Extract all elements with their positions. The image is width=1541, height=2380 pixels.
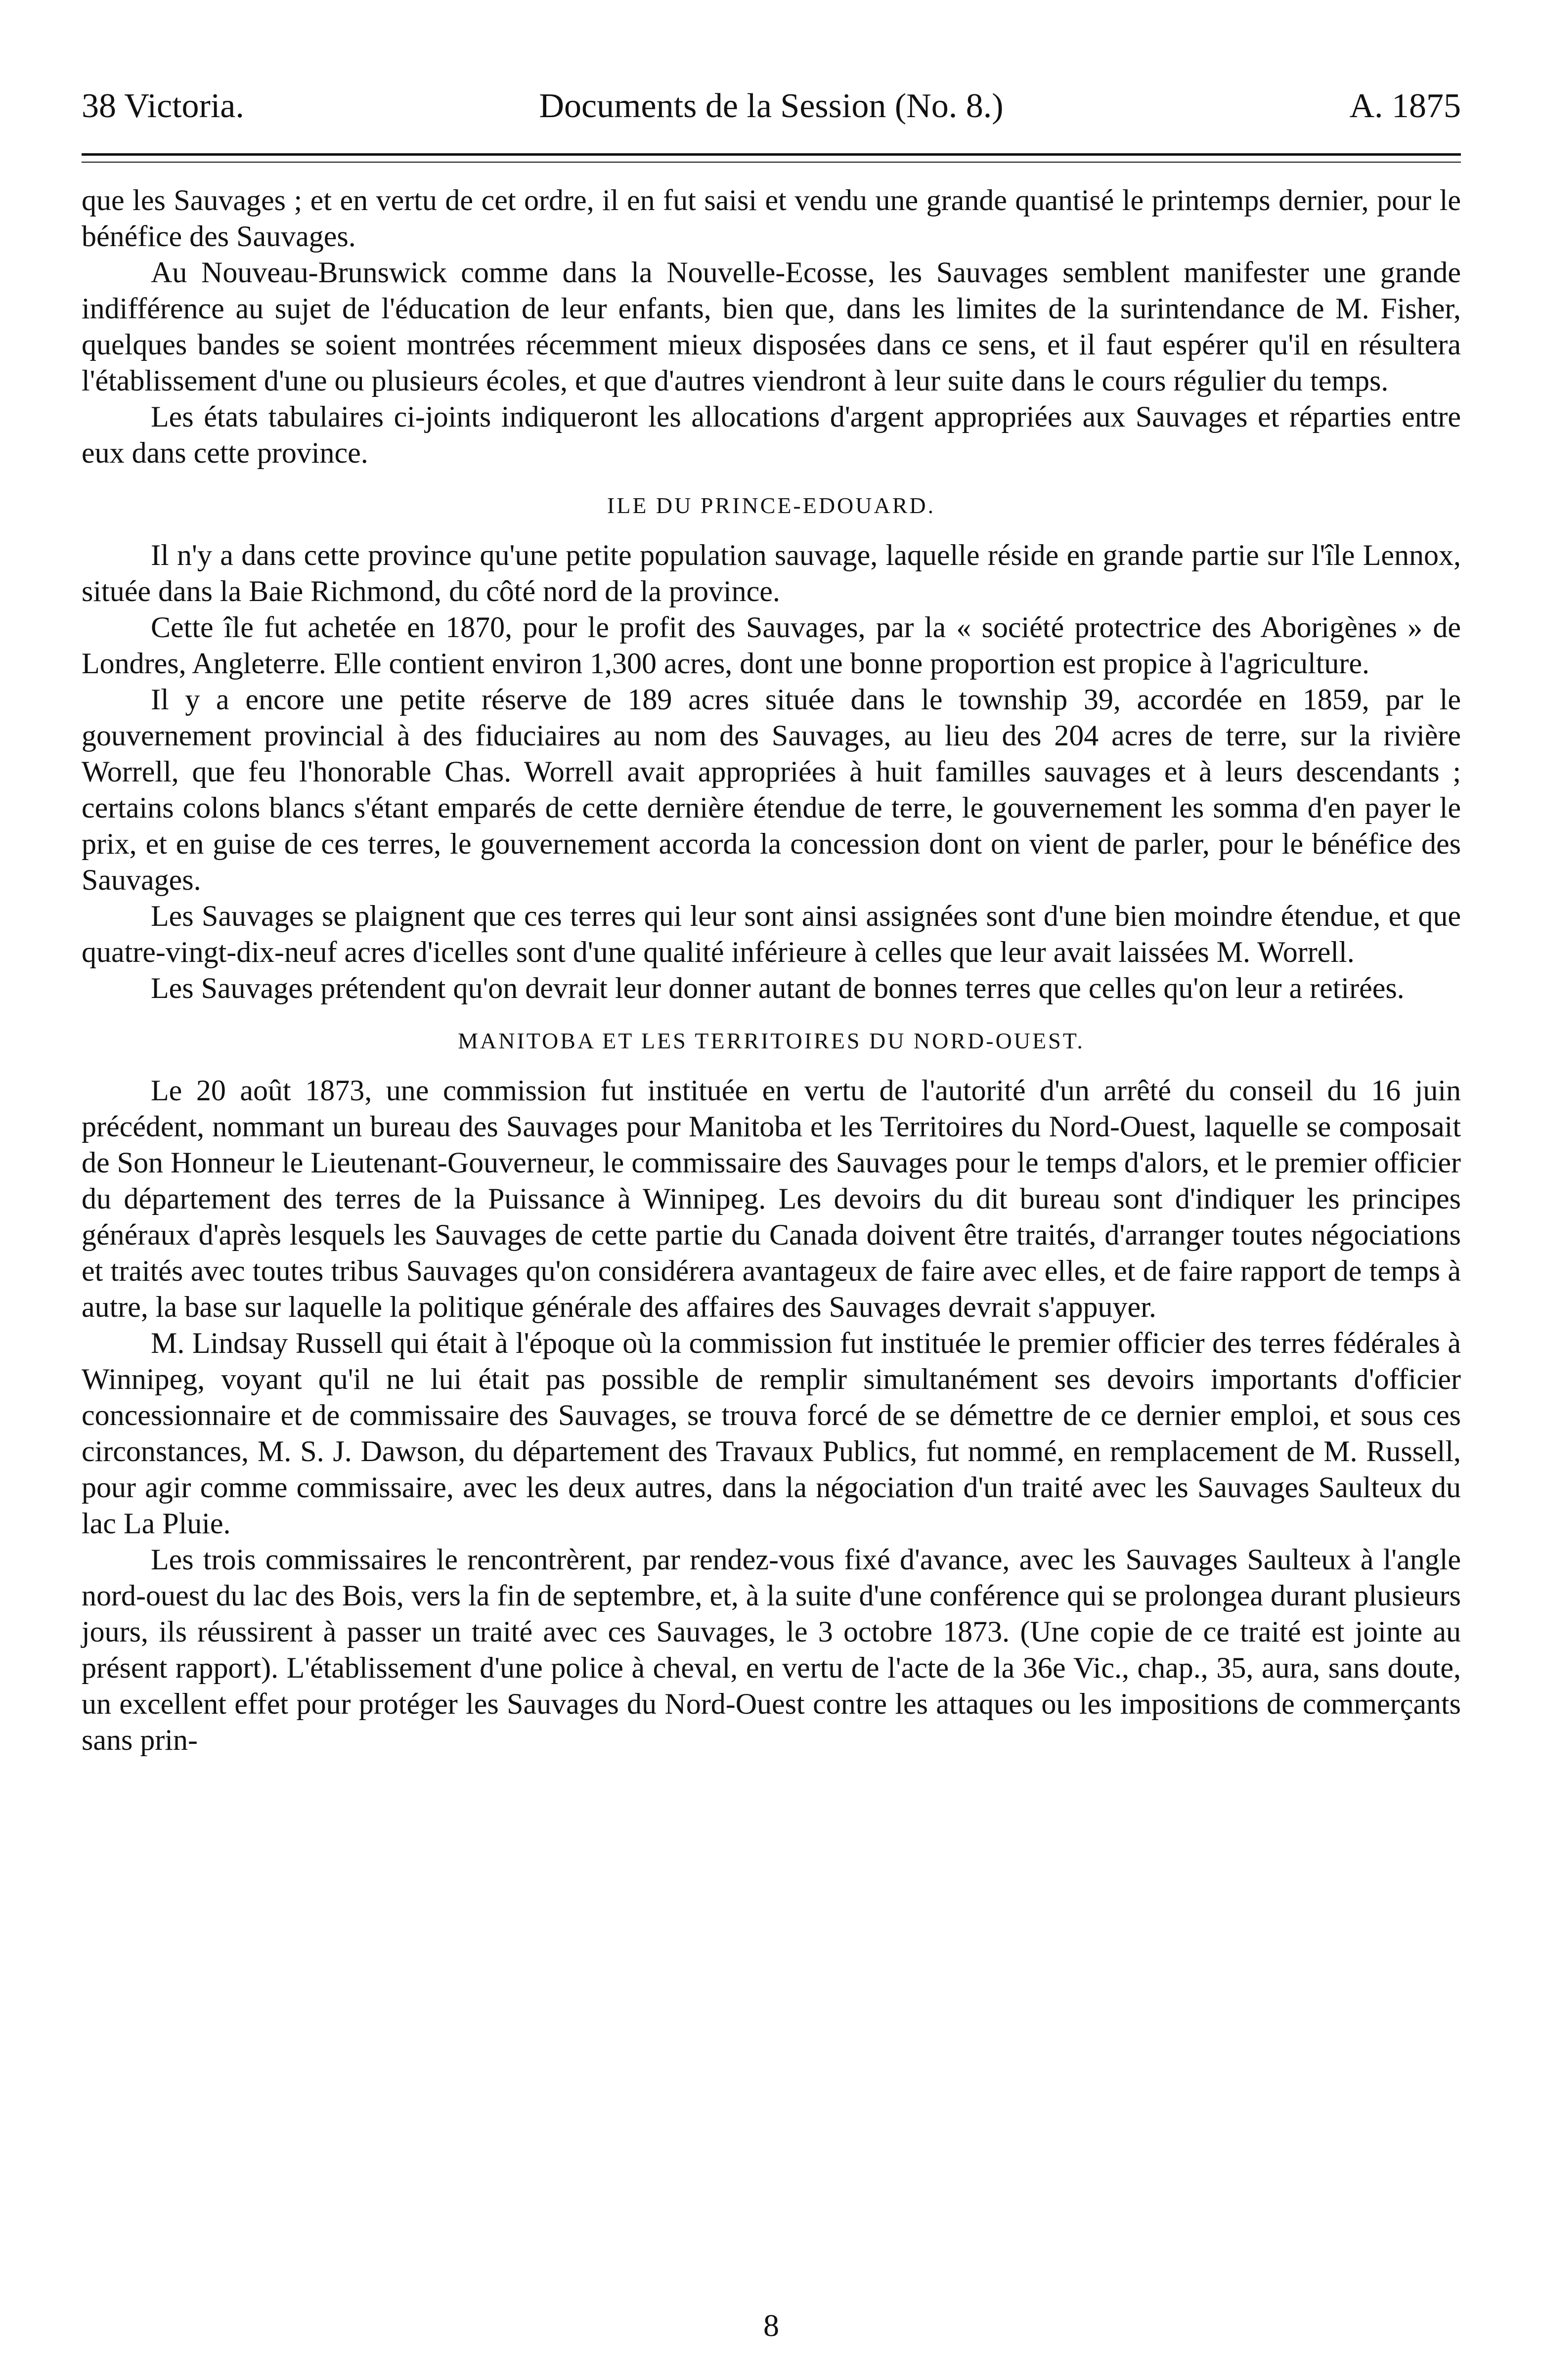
header-rule-thin: [82, 162, 1461, 163]
paragraph: Les trois commissaires le rencontrèrent, par rendez-vous fixé d'avance, avec les Sauvages Saulteux à l'angle nord-ouest du lac des Bois, vers la fin de septembre, et, à la suite d'une conférence qui se prolongea durant plusieurs jours, ils réussirent à passer un traité avec ces Sauvages, le 3 octobre 1873. (Une copie de ce traité est jointe au présent rapport). L'établissement d'une police à cheval, en vertu de l'acte de la 36e Vic., chap., 35, aura, sans doute, un excellent effet pour protéger les Sauvages du Nord-Ouest contre les attaques ou les impositions de commerçants sans prin-: [82, 1543, 1461, 1756]
paragraph: Le 20 août 1873, une commission fut instituée en vertu de l'autorité d'un arrêté du conseil du 16 juin précédent, nommant un bureau des Sauvages pour Manitoba et les Territoires du Nord-Ouest, laquelle se composait de Son Honneur le Lieutenant-Gouverneur, le commissaire des Sauvages pour le temps d'alors, et le premier officier du département des terres de la Puissance à Winnipeg. Les devoirs du dit bureau sont d'indiquer les principes généraux d'après lesquels les Sauvages de cette partie du Canada doivent être traités, d'arranger toutes négociations et traités avec toutes tribus Sauvages qu'on considérera avantageux de faire avec elles, et de faire rapport de temps à autre, la base sur laquelle la politique générale des affaires des Sauvages devrait s'appuyer.: [82, 1074, 1461, 1323]
paragraph: Les Sauvages prétendent qu'on devrait leur donner autant de bonnes terres que celles qu'on leur a retirées.: [151, 972, 1405, 1004]
paragraph: Les Sauvages se plaignent que ces terres qui leur sont ainsi assignées sont d'une bien moindre étendue, et que quatre-vingt-dix-neuf acres d'icelles sont d'une qualité inférieure à celles que leur avait laissées M. Worrell.: [82, 900, 1461, 968]
paragraph: Il y a encore une petite réserve de 189 acres située dans le township 39, accordée en 1859, par le gouvernement provincial à des fiduciaires au nom des Sauvages, au lieu des 204 acres de terre, sur la rivière Worrell, que feu l'honorable Chas. Worrell avait appropriées à huit familles sauvages et à leurs descendants ; certains colons blancs s'étant emparés de cette dernière étendue de terre, le gouvernement les somma d'en payer le prix, et en guise de ces terres, le gouvernement accorda la concession dont on vient de parler, pour le bénéfice des Sauvages.: [82, 683, 1461, 896]
section-heading-ile-du-prince-edouard: ILE DU PRINCE-EDOUARD.: [607, 493, 936, 518]
body-text: [82, 182, 1461, 1758]
section-ile-du-prince-edouard: [82, 537, 1461, 1006]
header-title: Documents de la Session (No. 8.): [539, 87, 1004, 125]
header-rule: [82, 153, 1461, 156]
section-intro: [82, 182, 1461, 471]
paragraph: Les états tabulaires ci-joints indiqueront les allocations d'argent appropriées aux Sauvages et réparties entre eux dans cette province.: [82, 400, 1461, 469]
paragraph: Au Nouveau-Brunswick comme dans la Nouvelle-Ecosse, les Sauvages semblent manifester une grande indifférence au sujet de l'éducation de leur enfants, bien que, dans les limites de la surintendance de M. Fisher, quelques bandes se soient montrées récemment mieux disposées dans ce sens, et il faut espérer qu'il en résultera l'établissement d'une ou plusieurs écoles, et que d'autres viendront à leur suite dans le cours régulier du temps.: [82, 256, 1461, 397]
section-heading-manitoba: MANITOBA ET LES TERRITOIRES DU NORD-OUEST.: [458, 1028, 1085, 1053]
paragraph: Cette île fut achetée en 1870, pour le profit des Sauvages, par la « société protectrice des Aborigènes » de Londres, Angleterre. Elle contient environ 1,300 acres, dont une bonne proportion est propice à l'agriculture.: [82, 611, 1461, 680]
running-header: [82, 79, 1461, 133]
header-volume: 38 Victoria.: [82, 87, 244, 125]
paragraph: que les Sauvages ; et en vertu de cet ordre, il en fut saisi et vendu une grande quantisé le printemps dernier, pour le bénéfice des Sauvages.: [82, 184, 1461, 253]
document-page: [82, 79, 1461, 2353]
page-number: 8: [763, 2308, 779, 2343]
paragraph: M. Lindsay Russell qui était à l'époque où la commission fut instituée le premier officier des terres fédérales à Winnipeg, voyant qu'il ne lui était pas possible de remplir simultanément ses devoirs importants d'officier concessionnaire et de commissaire des Sauvages, se trouva forcé de se démettre de ce dernier emploi, et sous ces circonstances, M. S. J. Dawson, du département des Travaux Publics, fut nommé, en remplacement de M. Russell, pour agir comme commissaire, avec les deux autres, dans la négociation d'un traité avec les Sauvages Saulteux du lac La Pluie.: [82, 1327, 1461, 1540]
header-year: A. 1875: [1349, 87, 1461, 125]
paragraph: Il n'y a dans cette province qu'une petite population sauvage, laquelle réside en grande partie sur l'île Lennox, située dans la Baie Richmond, du côté nord de la province.: [82, 539, 1461, 607]
section-manitoba: [82, 1073, 1461, 1758]
